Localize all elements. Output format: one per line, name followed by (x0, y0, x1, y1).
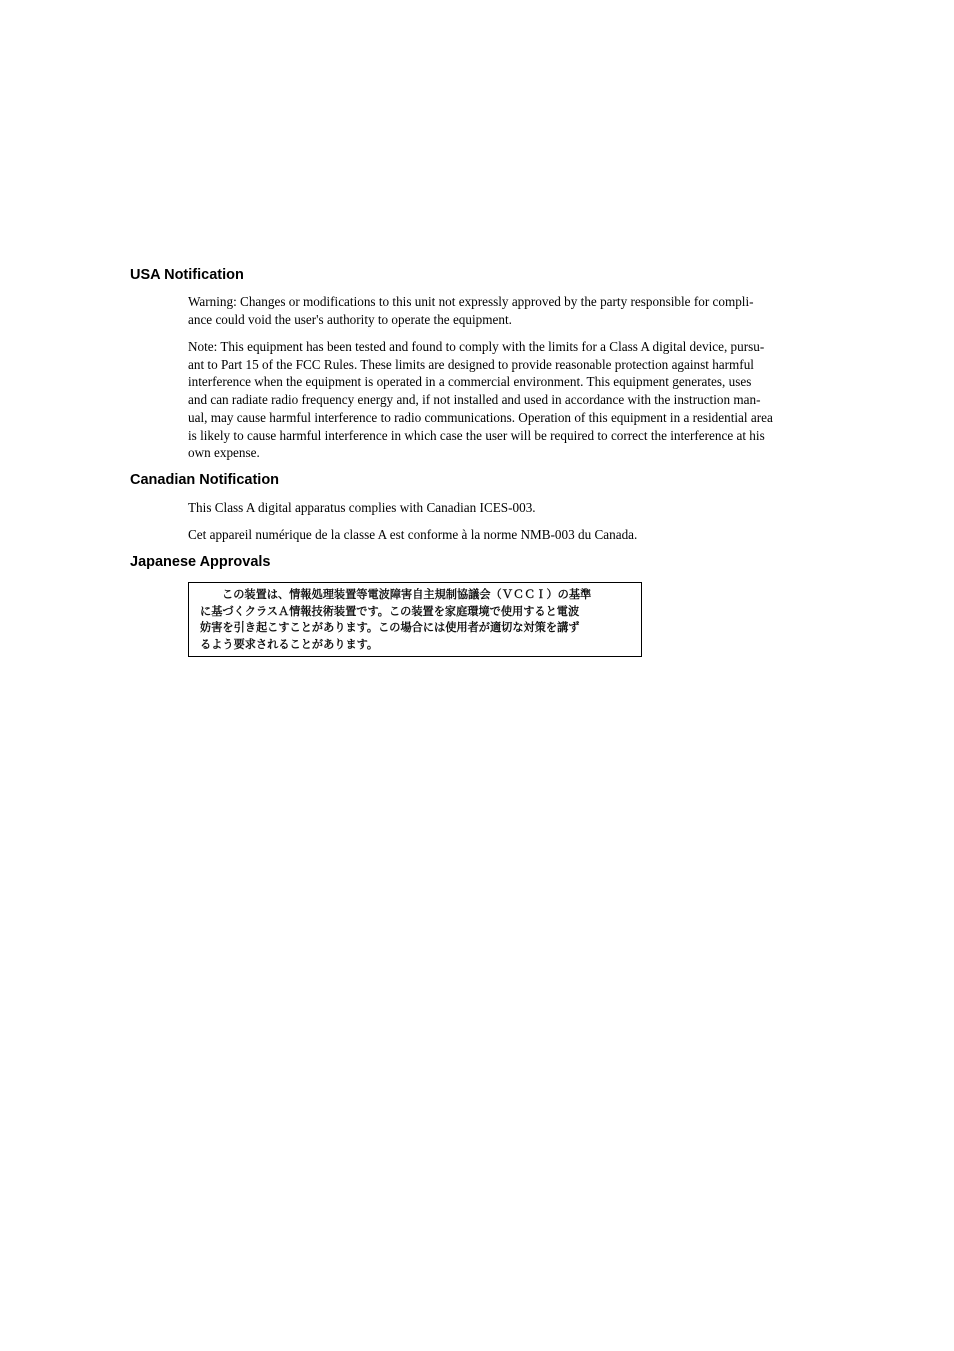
vcci-line: に基づくクラスＡ情報技術装置です。この装置を家庭環境で使用すると電波 (200, 604, 580, 618)
text-line: Note: This equipment has been tested and found to comply with the limits for a Class A digital device, pursu- (188, 339, 765, 354)
vcci-line: この装置は、情報処理装置等電波障害自主規制協議会（ＶＣＣＩ）の基準 (222, 588, 592, 601)
vcci-notice-box (188, 582, 642, 657)
japanese-approvals-heading: Japanese Approvals (130, 554, 271, 570)
vcci-line: 妨害を引き起こすことがあります。この場合には使用者が適切な対策を講ず (200, 621, 580, 634)
text-line: own expense. (188, 445, 260, 461)
canadian-french-statement: Cet appareil numérique de la classe A est conforme à la norme NMB-003 du Canada. (188, 527, 638, 542)
text-line: is likely to cause harmful interference in which case the user will be required to correct the interference at his (188, 427, 765, 443)
usa-fcc-note-paragraph (188, 338, 822, 462)
usa-warning-paragraph (188, 293, 822, 328)
text-line: Warning: Changes or modifications to this unit not expressly approved by the party responsible for compli- (188, 294, 754, 309)
text-line: interference when the equipment is operated in a commercial environment. This equipment generates, uses (188, 374, 752, 390)
text-line: and can radiate radio frequency energy and, if not installed and used in accordance with the instruction man- (188, 392, 761, 408)
usa-notification-heading: USA Notification (130, 267, 244, 283)
canadian-notification-heading: Canadian Notification (130, 472, 280, 488)
vcci-line: るよう要求されることがあります。 (200, 637, 379, 651)
canadian-english-statement: This Class A digital apparatus complies with Canadian ICES-003. (188, 500, 536, 515)
text-line: ual, may cause harmful interference to radio communications. Operation of this equipment in a residential area (188, 409, 773, 425)
text-line: ant to Part 15 of the FCC Rules. These limits are designed to provide reasonable protection against harmful (188, 356, 754, 372)
text-line: ance could void the user's authority to operate the equipment. (188, 311, 512, 327)
